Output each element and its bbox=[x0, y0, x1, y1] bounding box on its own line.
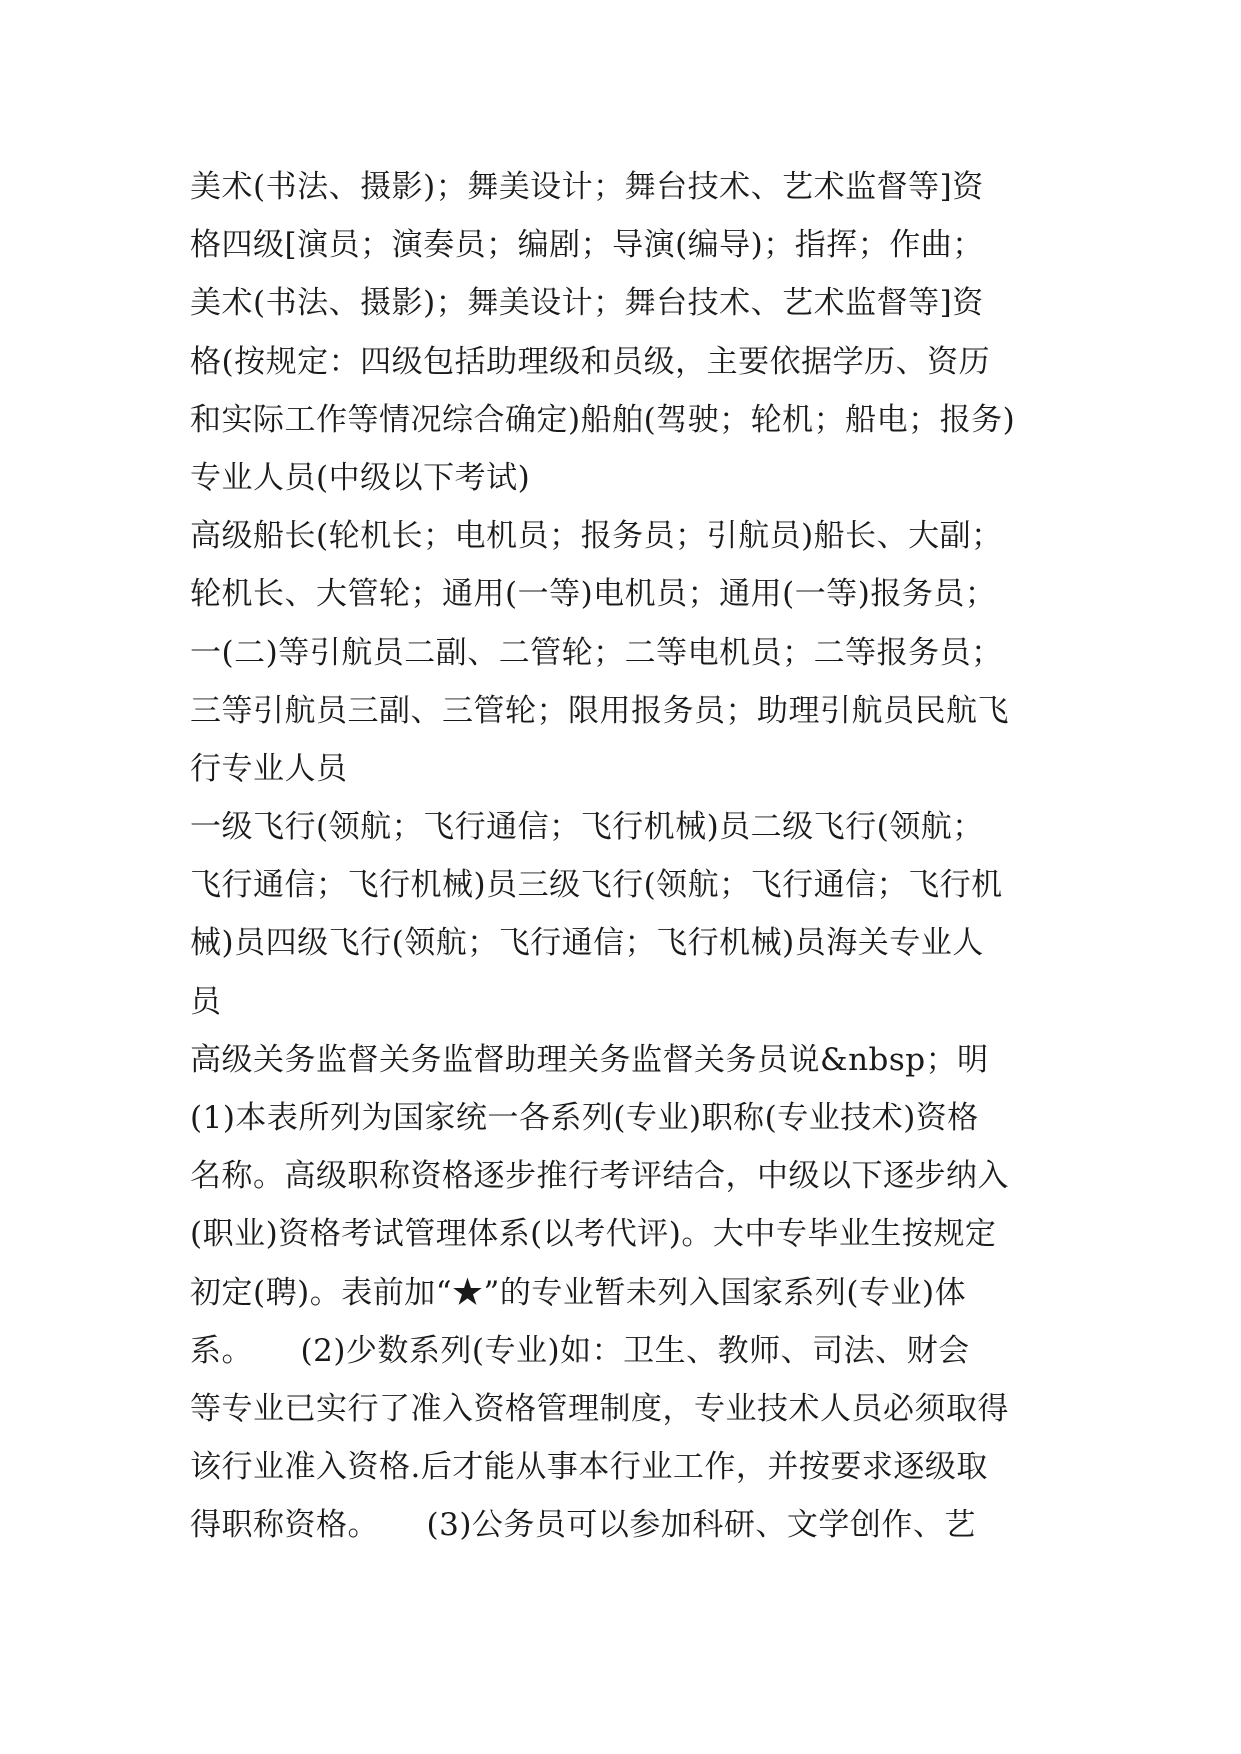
text-line: 专业人员(中级以下考试) bbox=[190, 459, 531, 496]
text-line: 行专业人员 bbox=[190, 750, 348, 787]
text-line: (职业)资格考试管理体系(以考代评)。大中专毕业生按规定 bbox=[190, 1216, 997, 1253]
text-line: 美术(书法、摄影)；舞美设计；舞台技术、艺术监督等]资 bbox=[190, 285, 984, 322]
text-line: 一级飞行(领航；飞行通信；飞行机械)员二级飞行(领航； bbox=[190, 809, 984, 846]
text-line: (1)本表所列为国家统一各系列(专业)职称(专业技术)资格 bbox=[190, 1100, 979, 1136]
text-line: 飞行通信；飞行机械)员三级飞行(领航；飞行通信；飞行机 bbox=[190, 867, 1003, 904]
text-line: 格四级[演员；演奏员；编剧；导演(编导)；指挥；作曲； bbox=[190, 227, 984, 264]
text-line: 轮机长、大管轮；通用(一等)电机员；通用(一等)报务员； bbox=[190, 576, 997, 613]
text-line: 等专业已实行了准入资格管理制度，专业技术人员必须取得 bbox=[190, 1390, 1009, 1427]
text-line: 员 bbox=[190, 983, 222, 1020]
text-line: 高级关务监督关务监督助理关务监督关务员说&nbsp；明 bbox=[190, 1041, 989, 1078]
text-line: 高级船长(轮机长；电机员；报务员；引航员)船长、大副； bbox=[190, 518, 1003, 555]
text-line: 械)员四级飞行(领航；飞行通信；飞行机械)员海关专业人 bbox=[190, 925, 984, 962]
text-line: 三等引航员三副、三管轮；限用报务员；助理引航员民航飞 bbox=[190, 692, 1009, 729]
document-body bbox=[190, 158, 1070, 1555]
text-line: 初定(聘)。表前加“★”的专业暂未列入国家系列(专业)体 bbox=[190, 1274, 967, 1311]
text-line: 美术(书法、摄影)；舞美设计；舞台技术、艺术监督等]资 bbox=[190, 169, 984, 205]
text-line: 和实际工作等情况综合确定)船舶(驾驶；轮机；船电；报务) bbox=[190, 401, 1016, 438]
text-line: 系。 (2)少数系列(专业)如：卫生、教师、司法、财会 bbox=[190, 1332, 970, 1369]
text-line: 得职称资格。 (3)公务员可以参加科研、文学创作、艺 bbox=[190, 1507, 976, 1544]
text-line: 名称。高级职称资格逐步推行考评结合，中级以下逐步纳入 bbox=[190, 1158, 1009, 1195]
text-line: 该行业准入资格.后才能从事本行业工作，并按要求逐级取 bbox=[190, 1449, 988, 1486]
text-line: 一(二)等引航员二副、二管轮；二等电机员；二等报务员； bbox=[190, 634, 1003, 671]
text-line: 格(按规定：四级包括助理级和员级，主要依据学历、资历 bbox=[190, 343, 991, 380]
